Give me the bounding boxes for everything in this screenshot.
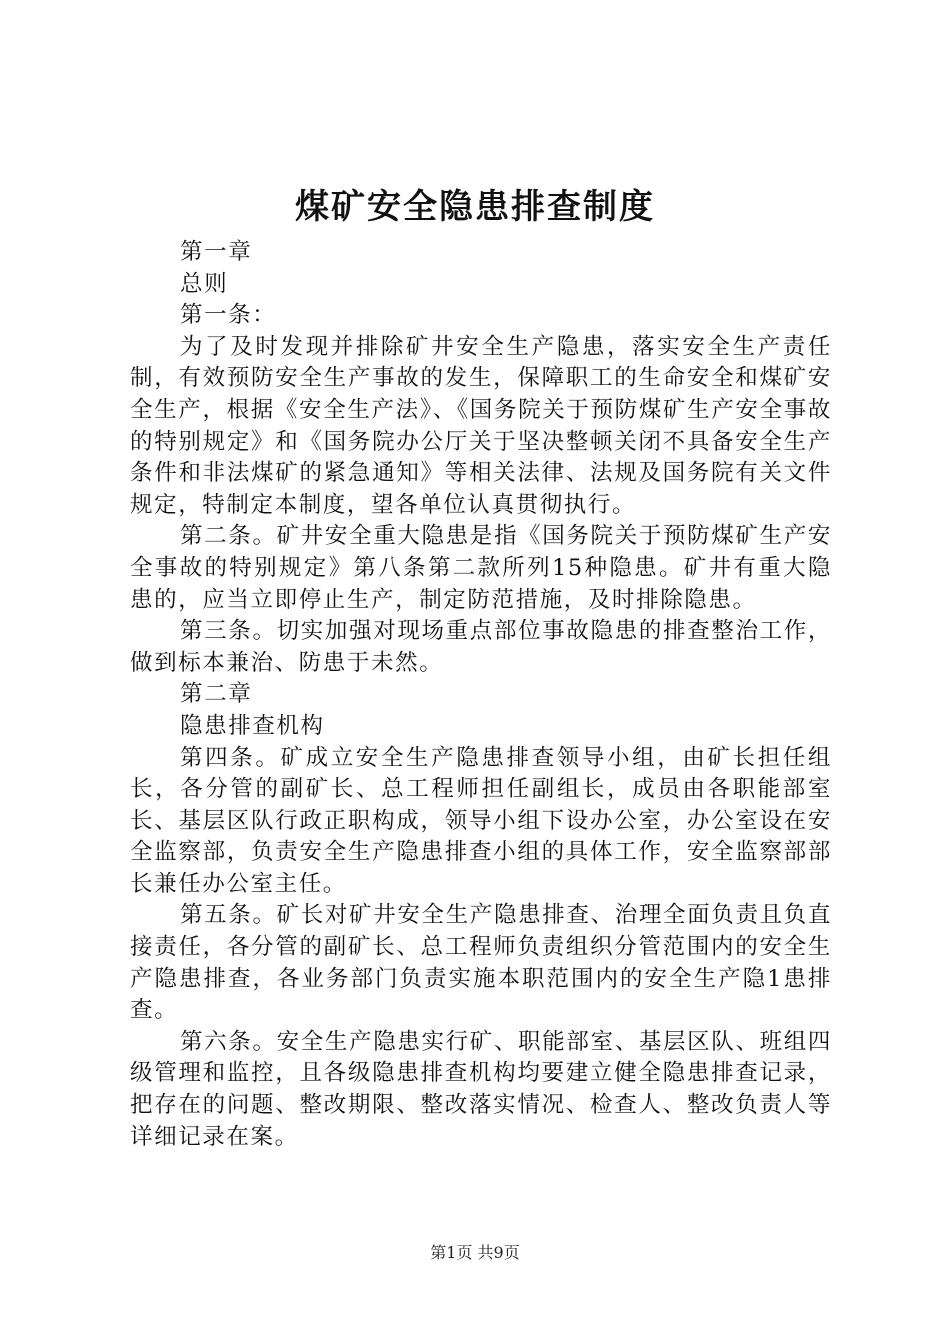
chapter-1-heading: 第一章 bbox=[180, 239, 253, 265]
article-1-paragraph: 为了及时发现并排除矿井安全生产隐患，落实安全生产责任制，有效预防安全生产事故的发生，保障职工的生命安全和煤矿安全生产，根据《安全生产法》、《国务院关于预防煤矿生产安全事故的特别规定》和《国务院办公厅关于坚决整顿关闭不具备安全生产条件和非法煤矿的紧急通知》等相关法律、法规及国务院有关文件规定，特制定本制度，望各单位认真贯彻执行。 bbox=[130, 333, 832, 518]
document-title: 煤矿安全隐患排查制度 bbox=[295, 187, 655, 227]
article-2-paragraph: 第二条。矿井安全重大隐患是指《国务院关于预防煤矿生产安全事故的特别规定》第八条第二款所列15种隐患。矿井有重大隐患的，应当立即停止生产，制定防范措施，及时排除隐患。 bbox=[130, 523, 832, 613]
article-5-paragraph: 第五条。矿长对矿井安全生产隐患排查、治理全面负责且负直接责任，各分管的副矿长、总工程师负责组织分管范围内的安全生产隐患排查，各业务部门负责实施本职范围内的安全生产隐1患排查。 bbox=[130, 902, 832, 1024]
article-1-heading: 第一条： bbox=[180, 302, 277, 329]
page-footer: 第1页 共9页 bbox=[430, 1243, 520, 1262]
document-body bbox=[130, 237, 832, 1153]
article-6-paragraph: 第六条。安全生产隐患实行矿、职能部室、基层区队、班组四级管理和监控，且各级隐患排查机构均要建立健全隐患排查记录，把存在的问题、整改期限、整改落实情况、检查人、整改负责人等详细记录在案。 bbox=[130, 1028, 832, 1150]
chapter-2-title: 隐患排查机构 bbox=[180, 712, 325, 739]
chapter-1-title: 总则 bbox=[180, 270, 229, 297]
article-4-paragraph: 第四条。矿成立安全生产隐患排查领导小组，由矿长担任组长，各分管的副矿长、总工程师担任副组长，成员由各职能部室长、基层区队行政正职构成，领导小组下设办公室，办公室设在安全监察部，负责安全生产隐患排查小组的具体工作，安全监察部部长兼任办公室主任。 bbox=[130, 744, 832, 897]
article-3-paragraph: 第三条。切实加强对现场重点部位事故隐患的排查整治工作，做到标本兼治、防患于未然。 bbox=[130, 618, 832, 676]
chapter-2-heading: 第二章 bbox=[180, 681, 253, 708]
